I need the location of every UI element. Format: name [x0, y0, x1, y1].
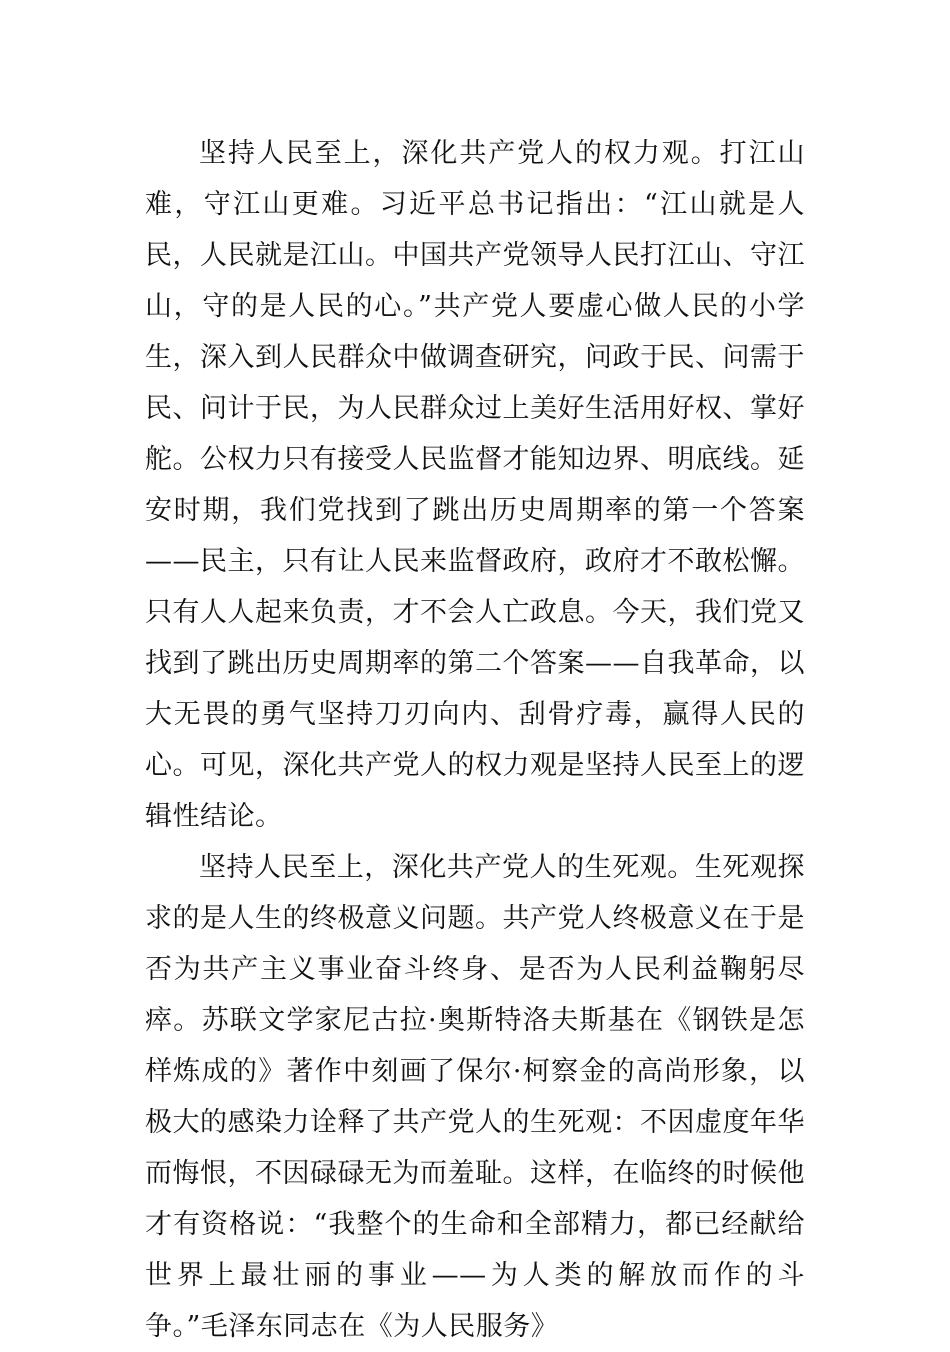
document-body	[145, 128, 805, 1352]
paragraph-power-view: 坚持人民至上，深化共产党人的权力观。打江山难，守江山更难。习近平总书记指出：“江山就是人民，人民就是江山。中国共产党领导人民打江山、守江山，守的是人民的心。”共产党人要虚心做人民的小学生，深入到人民群众中做调查研究，问政于民、问需于民、问计于民，为人民群众过上美好生活用好权、掌好舵。公权力只有接受人民监督才能知边界、明底线。延安时期，我们党找到了跳出历史周期率的第一个答案——民主，只有让人民来监督政府，政府才不敢松懈。只有人人起来负责，才不会人亡政息。今天，我们党又找到了跳出历史周期率的第二个答案——自我革命，以大无畏的勇气坚持刀刃向内、刮骨疗毒，赢得人民的心。可见，深化共产党人的权力观是坚持人民至上的逻辑性结论。	[145, 138, 805, 832]
paragraph-life-death-view: 坚持人民至上，深化共产党人的生死观。生死观探求的是人生的终极意义问题。共产党人终极意义在于是否为共产主义事业奋斗终身、是否为人民利益鞠躬尽瘁。苏联文学家尼古拉·奥斯特洛夫斯基在《钢铁是怎样炼成的》著作中刻画了保尔·柯察金的高尚形象，以极大的感染力诠释了共产党人的生死观：不因虚度年华而悔恨，不因碌碌无为而羞耻。这样，在临终的时候他才有资格说：“我整个的生命和全部精力，都已经献给世界上最壮丽的事业——为人类的解放而作的斗争。”毛泽东同志在《为人民服务》	[145, 852, 805, 1342]
